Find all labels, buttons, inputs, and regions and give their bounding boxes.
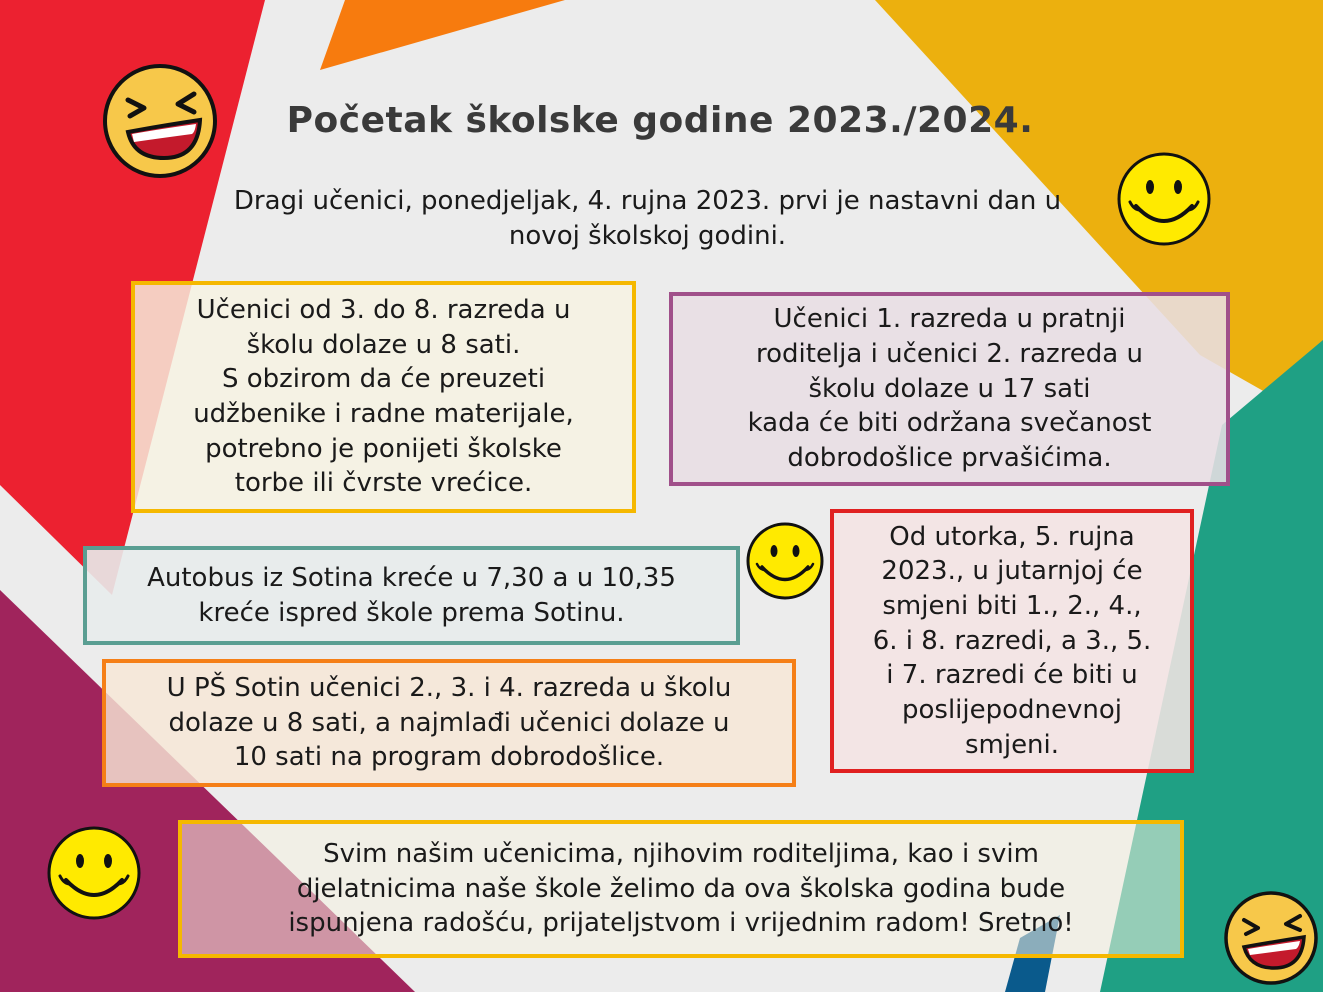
- smiley-face-icon: [745, 520, 825, 602]
- orange-triangle: [320, 0, 565, 70]
- info-box-shifts: [830, 509, 1194, 773]
- info-box-grades-3-8: [131, 281, 636, 513]
- box-text: Svim našim učenicima, njihovim roditeljima, kao i svim djelatnicima naše škole želimo da ova školska godina bude ispunjena radošću, prijateljstvom i vrijednim radom! Sretno!: [288, 838, 1074, 939]
- laughing-face-icon: [100, 62, 220, 180]
- page-title: Početak školske godine 2023./2024.: [286, 100, 1034, 141]
- info-box-wishes: [178, 820, 1184, 958]
- intro-text: Dragi učenici, ponedjeljak, 4. rujna 2023. prvi je nastavni dan u novoj školskoj godini.: [233, 186, 1062, 251]
- info-box-bus: [83, 546, 740, 645]
- box-text: Od utorka, 5. rujna 2023., u jutarnjoj će smjeni biti 1., 2., 4., 6. i 8. razredi, a 3., 5. i 7. razredi će biti u poslijepodnevnoj smjeni.: [872, 521, 1152, 760]
- smiley-face-icon: [1116, 150, 1212, 248]
- box-text: Učenici 1. razreda u pratnji roditelja i učenici 2. razreda u školu dolaze u 17 sati kada će biti održana svečanost dobrodošlice prvašićima.: [747, 304, 1152, 474]
- box-text: Autobus iz Sotina kreće u 7,30 a u 10,35 kreće ispred škole prema Sotinu.: [147, 562, 676, 628]
- info-box-grades-1-2: [669, 292, 1230, 486]
- box-text: Učenici od 3. do 8. razreda u školu dolaze u 8 sati. S obzirom da će preuzeti udžbenike i radne materijale, potrebno je ponijeti školske torbe ili čvrste vrećice.: [193, 294, 574, 499]
- laughing-face-icon: [1222, 890, 1320, 986]
- box-text: U PŠ Sotin učenici 2., 3. i 4. razreda u školu dolaze u 8 sati, a najmlađi učenici dolaze u 10 sati na program dobrodošlice.: [166, 672, 732, 773]
- smiley-face-icon: [46, 824, 142, 922]
- info-box-ps-sotin: [102, 659, 796, 787]
